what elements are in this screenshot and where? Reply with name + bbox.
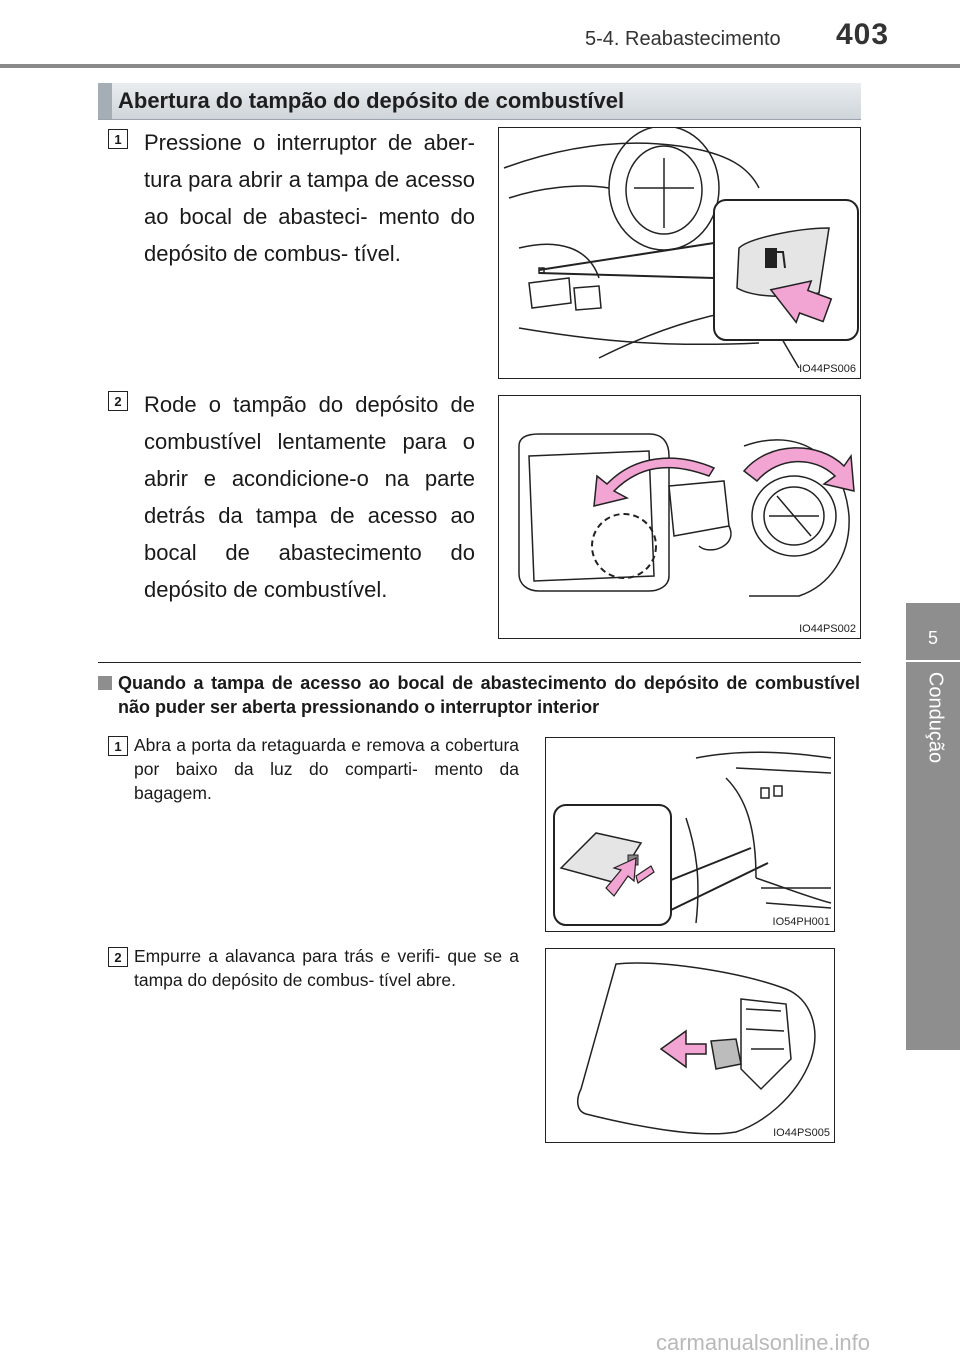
figure-release-lever [545, 948, 835, 1143]
step-number-2: 2 [108, 391, 128, 411]
watermark: carmanualsonline.info [656, 1330, 871, 1355]
figure-fuel-cap [498, 395, 861, 639]
luggage-compartment-illustration [546, 738, 834, 931]
note-step-number-1: 1 [108, 736, 128, 756]
figure-code: IO44PS005 [773, 1127, 830, 1139]
fuel-cap-illustration [499, 396, 860, 638]
chapter-tab [906, 603, 960, 1050]
figure-code: IO44PS006 [799, 363, 856, 375]
header-rule [0, 64, 960, 68]
note-step-1-text: Abra a porta da retaguarda e remova a cobertura por baixo da luz do comparti- mento da bagagem. [134, 735, 519, 803]
figure-fuel-door-switch [498, 127, 861, 379]
chapter-number: 5 [927, 628, 938, 648]
step-2-text: Rode o tampão do depósito de combustível lentamente para o abrir e acondicione-o na parte detrás da tampa de acesso ao bocal de abastecimento do depósito de combustível. [144, 392, 475, 602]
section-divider [98, 662, 861, 663]
release-lever-illustration [546, 949, 834, 1142]
chapter-label: Condução [924, 671, 947, 764]
section-title-underline [98, 119, 861, 120]
section-title: Abertura do tampão do depósito de combustível [118, 88, 625, 113]
step-number-1: 1 [108, 129, 128, 149]
note-bullet-icon [98, 676, 112, 690]
figure-code: IO54PH001 [772, 916, 830, 928]
note-step-2-text: Empurre a alavanca para trás e verifi- que se a tampa do depósito de combus- tível abre. [134, 946, 519, 990]
page-number: 403 [836, 18, 890, 51]
note-step-number-2: 2 [108, 947, 128, 967]
running-section-title: 5-4. Reabastecimento [585, 28, 781, 50]
step-1-text: Pressione o interruptor de aber- tura para abrir a tampa de acesso ao bocal de abasteci- mento do depósito de combus- tível. [144, 130, 475, 266]
chapter-tab-divider [906, 660, 960, 662]
figure-luggage-cover [545, 737, 835, 932]
dashboard-illustration [499, 128, 860, 378]
figure-code: IO44PS002 [799, 623, 856, 635]
note-title: Quando a tampa de acesso ao bocal de abastecimento do depósito de combustível não puder ser aberta pressionando o interruptor interior [118, 673, 860, 717]
